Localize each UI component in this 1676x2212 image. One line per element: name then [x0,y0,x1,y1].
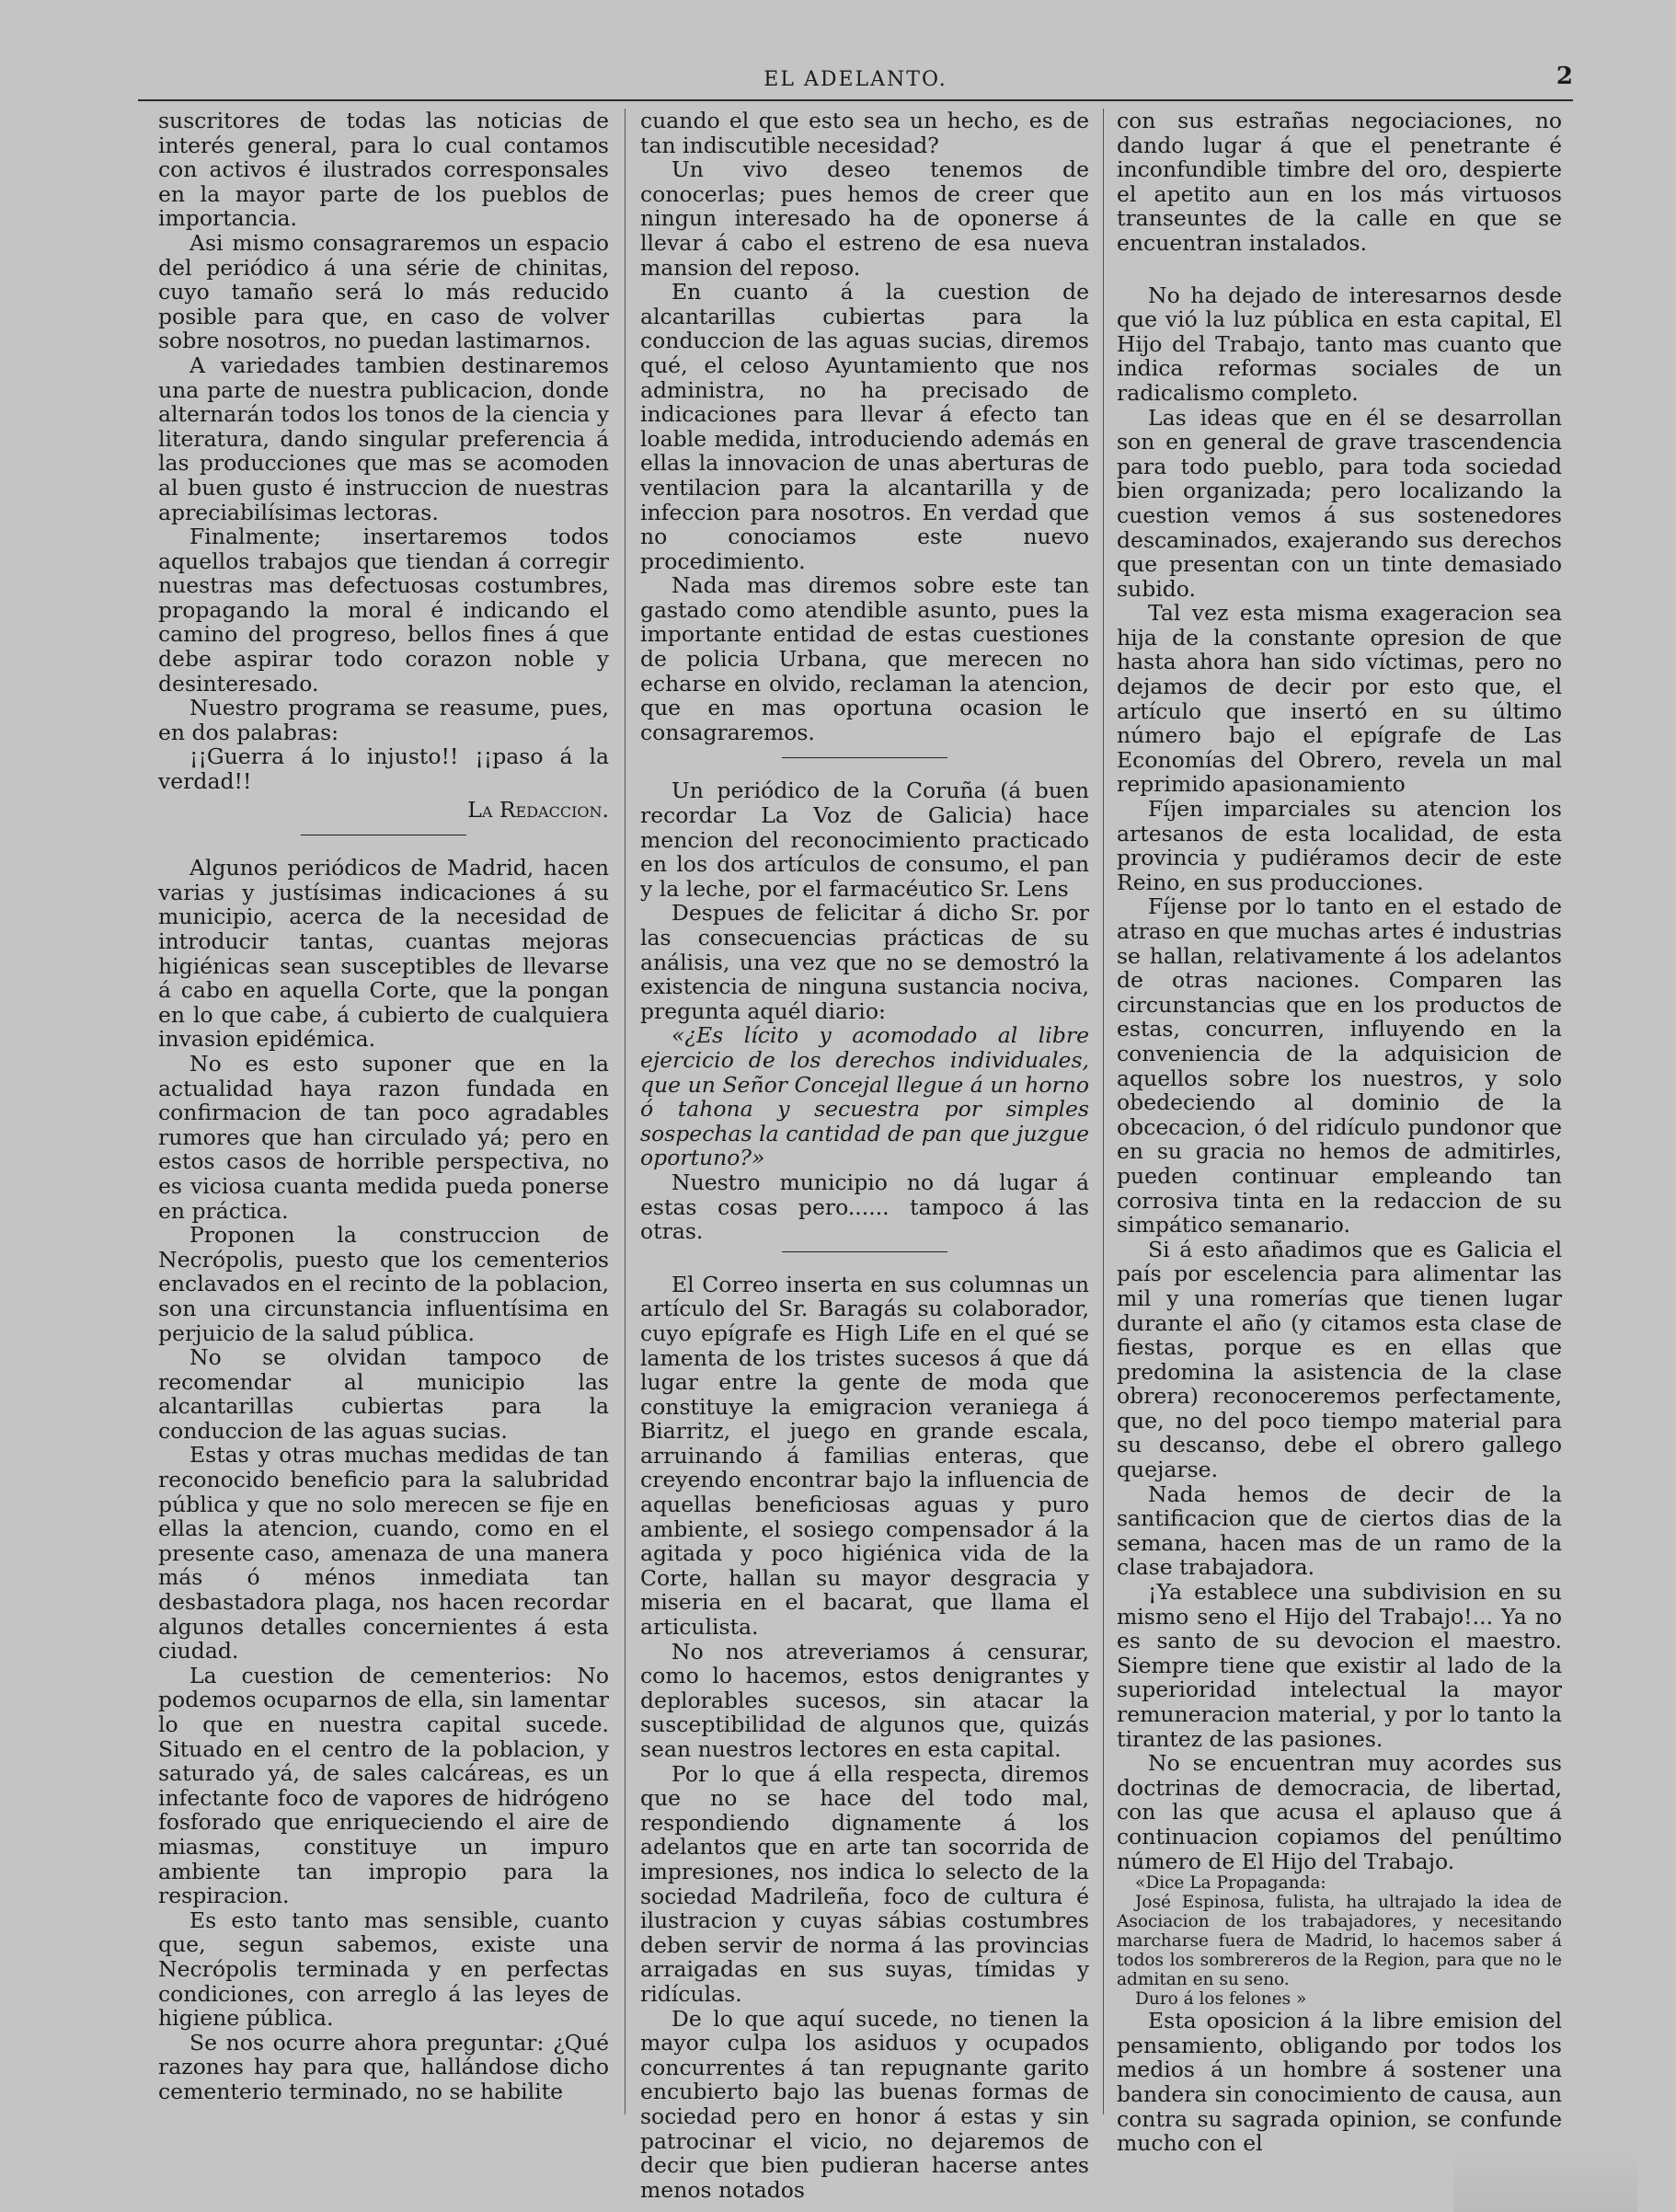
quotation: «¿Es lícito y acomodado al libre ejercicio de los derechos individuales, que un Señor Concejal llegue á un horno ó tahona y secuestra por simples sospechas la cantidad de pan que juzgue oportuno?» [640,1022,1089,1171]
paragraph: Un periódico de la Coruña (á buen recordar La Voz de Galicia) hace mencion del reconocimiento practicado en los dos artículos de consumo, el pan y la leche, por el farmacéutico Sr. Lens [640,778,1089,902]
paragraph: A variedades tambien destinaremos una parte de nuestra publicacion, donde alternarán todos los tonos de la ciencia y literatura, dando singular preferencia á las producciones que mas se acomoden al buen gusto é instruccion de nuestras apreciabilísimas lectoras. [158,351,609,525]
paragraph: En cuanto á la cuestion de alcantarillas cubiertas para la conduccion de las aguas sucias, diremos qué, el celoso Ayuntamiento que nos administra, no ha precisado de indicaciones para llevar á efecto tan loable medida, introduciendo además en ellas la innovacion de unas aberturas de ventilacion para la alcantarilla y de infeccion para nosotros. En verdad que no conociamos este nuevo procedimiento. [640,279,1089,574]
section-divider [782,757,947,758]
paragraph: Nada hemos de decir de la santificacion que de ciertos dias de la semana, hacen mas de un ramo de la clase trabajadora. [1117,1480,1562,1581]
paragraph: La cuestion de cementerios: No podemos ocuparnos de ella, sin lamentar lo que en nuestra capital sucede. Situado en el centro de la poblacion, y saturado yá, de sales calcáreas, es un infectante foco de vapores de hidrógeno fosforado que enriqueciendo el aire de miasmas, constituye un impuro ambiente tan impropio para la respiracion. [158,1662,609,1909]
paragraph: Nuestro municipio no dá lugar á estas cosas pero...... tampoco á las otras. [640,1169,1089,1245]
paragraph: No se encuentran muy acordes sus doctrinas de democracia, de libertad, con las que acusa el aplauso que á continuacion copiamos del penúltimo número de El Hijo del Trabajo. [1117,1750,1562,1874]
column-2 [640,108,1089,2203]
quote-intro: «Dice La Propaganda: [1135,1873,1326,1894]
paragraph: Proponen la construccion de Necrópolis, puesto que los cementerios enclavados en el recinto de la poblacion, son una circunstancia influentísima en perjuicio de la salud pública. [158,1222,609,1346]
paragraph: cuando el que esto sea un hecho, es de tan indiscutible necesidad? [640,108,1089,158]
column-1 [158,109,609,2133]
section-spacer [1117,256,1562,283]
paragraph: No es esto suponer que en la actualidad haya razon fundada en confirmacion de tan poco agradables rumores que han circulado yá; pero en estos casos de horrible perspectiva, no es viciosa cuanta medida pueda ponerse en práctica. [158,1050,609,1224]
paragraph: Fíjense por lo tanto en el estado de atraso en que muchas artes é industrias se hallan, relativamente á los adelantos de otras naciones. Comparen las circunstancias que en los productos de estas, concurren, influyendo en la conveniencia de la adquisicion de aquellos sobre los nuestros, y solo obedeciendo al dominio de la obcecacion, ó del ridículo pundonor que en su gracia no hemos de admitirles, pueden continuar empleando tan corrosiva tinta en la redaccion de su simpático semanario. [1117,893,1562,1238]
paragraph: ¡¡Guerra á lo injusto!! ¡¡paso á la verdad!! [158,743,609,795]
page-number: 2 [1555,63,1573,90]
paragraph: Finalmente; insertaremos todos aquellos trabajos que tiendan á corregir nuestras mas defectuosas costumbres, propagando la moral é indicando el camino del progreso, bellos fines á que debe aspirar todo corazon noble y desinteresado. [158,524,609,697]
paragraph: Despues de felicitar á dicho Sr. por las consecuencias prácticas de su análisis, una vez que no se demostró la existencia de ninguna sustancia nociva, pregunta aquél diario: [640,900,1089,1024]
quotation: José Espinosa, fulista, ha ultrajado la idea de Asociacion de los trabajadores, y necesitando marcharse fuera de Madrid, lo hacemos saber á todos los sombrereros de la Region, para que no le admitan en su seno. [1117,1893,1562,1990]
paragraph: Fíjen imparciales su atencion los artesanos de esta localidad, de esta provincia y pudiéramos decir de este Reino, en sus producciones. [1117,796,1562,895]
paragraph: Estas y otras muchas medidas de tan reconocido beneficio para la salubridad pública y que no solo merecen se fije en ellas la atencion, cuando, como en el presente caso, amenaza de una manera más ó ménos inmediata tan desbastadora plaga, nos hacen recordar algunos detalles concernientes á esta ciudad. [158,1442,609,1665]
column-rule [625,109,626,2114]
paragraph: Asi mismo consagraremos un espacio del periódico á una série de chinitas, cuyo tamaño será lo más reducido posible para que, en caso de volver sobre nosotros, no puedan lastimarnos. [158,229,609,354]
newspaper-title: EL ADELANTO. [763,68,947,91]
paragraph: Nuestro programa se reasume, pues, en dos palabras: [158,695,609,745]
paragraph: No se olvidan tampoco de recomendar al municipio las alcantarillas cubiertas para la conduccion de las aguas sucias. [158,1344,609,1444]
paragraph: Si á esto añadimos que es Galicia el país por escelencia para alimentar las mil y una romerías que tienen lugar durante el año (y citamos esta clase de fiestas, porque es en ellas que predomina la asistencia de la clase obrera) reconoceremos perfectamente, que, no del poco tiempo material para su descanso, debe el obrero gallego quejarse. [1117,1236,1562,1483]
paragraph: Algunos periódicos de Madrid, hacen varias y justísimas indicaciones á su municipio, acerca de la necesidad de introducir tantas, cuantas mejoras higiénicas sean susceptibles de llevarse á cabo en aquella Corte, que la pongan en lo que cabe, á cubierto de cualquiera invasion epidémica. [158,855,609,1053]
paragraph: No nos atreveriamos á censurar, como lo hacemos, estos denigrantes y deplorables sucesos, sin atacar la susceptibilidad de algunos que, quizás sean nuestros lectores en esta capital. [640,1638,1089,1762]
paragraph: con sus estrañas negociaciones, no dando lugar á que el penetrante é inconfundible timbre del oro, despierte el apetito aun en los más virtuosos transeuntes de la calle en que se encuentran instalados. [1117,108,1562,256]
paragraph: Es esto tanto mas sensible, cuanto que, segun sabemos, existe una Necrópolis terminada y en perfectas condiciones, con arreglo á las leyes de higiene pública. [158,1907,609,2032]
paragraph: Nada mas diremos sobre este tan gastado como atendible asunto, pues la importante entidad de estas cuestiones de policia Urbana, que merecen no echarse en olvido, reclaman la atencion, que en mas oportuna ocasion le consagraremos. [640,572,1089,745]
column-3 [1117,108,1562,2157]
paragraph: Por lo que á ella respecta, diremos que no se hace del todo mal, respondiendo dignamente á los adelantos que en arte tan socorrida de impresiones, nos indica lo selecto de la sociedad Madrileña, foco de cultura é ilustracion y cuyas sábias costumbres deben servir de norma á las provincias arraigadas en sus suyas, tímidas y ridículas. [640,1760,1089,2007]
paragraph: No ha dejado de interesarnos desde que vió la luz pública en esta capital, El Hijo del Trabajo, tanto mas cuanto que indica reformas sociales de un radicalismo completo. [1117,282,1562,406]
signature: La Redaccion. [467,796,609,823]
column-rule [1103,109,1104,2114]
paper-shadow [1453,2144,1637,2212]
paragraph: Se nos ocurre ahora preguntar: ¿Qué razones hay para que, hallándose dicho cementerio terminado, no se habilite [158,2029,609,2104]
paragraph: ¡Ya establece una subdivision en su mismo seno el Hijo del Trabajo!... Ya no es santo de su devocion el maestro. Siempre tiene que existir al lado de la superioridad intelectual la mayor remuneracion material, y por lo tanto la tirantez de las pasiones. [1117,1579,1562,1752]
section-divider [782,1251,947,1252]
paragraph: De lo que aquí sucede, no tienen la mayor culpa los asiduos y ocupados concurrentes á tan repugnante garito encubierto bajo las buenas formas de sociedad pero en honor á estas y sin patrocinar el vicio, no dejaremos de decir que bien pudieran hacerse antes menos notados [640,2005,1089,2203]
paragraph: Tal vez esta misma exageracion sea hija de la constante opresion de que hasta ahora han sido víctimas, pero no dejamos de decir por esto que, el artículo que insertó en su último número bajo el epígrafe de Las Economías del Obrero, revela un mal reprimido apasionamiento [1117,600,1562,798]
paragraph: Un vivo deseo tenemos de conocerlas; pues hemos de creer que ningun interesado ha de oponerse á llevar á cabo el estreno de esa nueva mansion del reposo. [640,156,1089,281]
quotation: Duro á los felones » [1135,1989,1307,2010]
paragraph: Las ideas que en él se desarrollan son en general de grave trascendencia para todo pueblo, para toda sociedad bien organizada; pero localizando la cuestion vemos á sus sostenedores descaminados, exajerando sus derechos que presentan con un tinte demasiado subido. [1117,404,1562,602]
paragraph: suscritores de todas las noticias de interés general, para lo cual contamos con activos é ilustrados corresponsales en la mayor parte de los pueblos de importancia. [158,108,609,232]
paragraph: El Correo inserta en sus columnas un artículo del Sr. Baragás su colaborador, cuyo epígrafe es High Life en el qué se lamenta de los tristes sucesos á que dá lugar entre la gente de moda que constituye la emigracion veraniega á Biarritz, el juego en grande escala, arruinando á familias enteras, que creyendo encontrar bajo la influencia de aquellas beneficiosas aguas y puro ambiente, el sosiego compensador á la agitada y poco higiénica vida de la Corte, hallan su mayor desgracia y miseria en el bacarat, que llama el articulista. [640,1271,1089,1641]
paragraph: Esta oposicion á la libre emision del pensamiento, obligando por todos los medios á un hombre á sostener una bandera sin conocimiento de causa, aun contra su sagrada opinion, se confunde mucho con el [1117,2008,1562,2157]
page-header [138,63,1573,101]
